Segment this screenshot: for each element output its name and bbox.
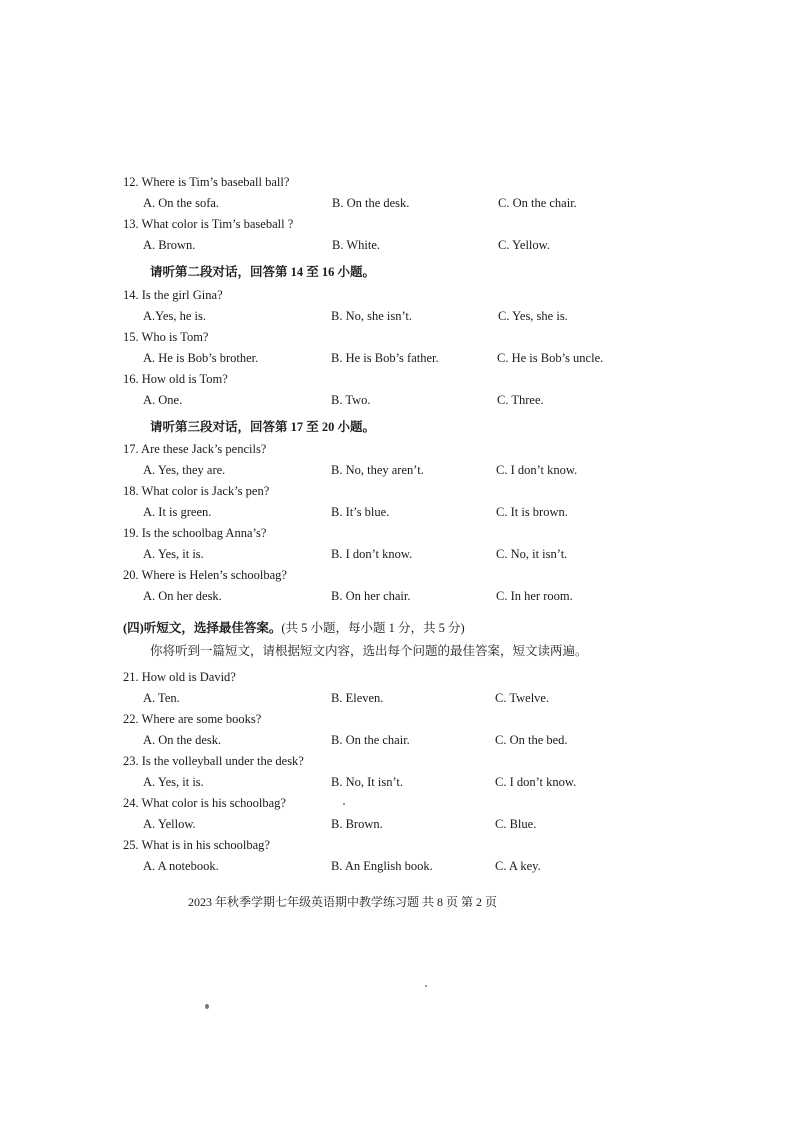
q14-option-b: B. No, she isn’t. [331,309,413,323]
question-12: 12. Where is Tim’s baseball ball? [123,175,290,189]
section-2-heading: 请听第二段对话，回答第 14 至 16 小题。 [150,265,376,279]
q13-option-a: A. Brown. [143,238,196,252]
q18-option-c: C. It is brown. [496,505,568,519]
scan-speck [425,985,427,987]
part-4-note: (共 5 小题，每小题 1 分，共 5 分) [281,621,465,635]
q25-option-a: A. A notebook. [143,859,219,873]
question-21: 21. How old is David? [123,670,236,684]
question-15: 15. Who is Tom? [123,330,209,344]
question-22: 22. Where are some books? [123,712,262,726]
question-20: 20. Where is Helen’s schoolbag? [123,568,287,582]
q21-option-a: A. Ten. [143,691,180,705]
q12-option-b: B. On the desk. [332,196,410,210]
q16-option-a: A. One. [143,393,183,407]
q22-option-b: B. On the chair. [331,733,410,747]
q22-option-c: C. On the bed. [495,733,568,747]
page-footer: 2023 年秋季学期七年级英语期中教学练习题 共 8 页 第 2 页 [188,895,498,909]
q25-option-c: C. A key. [495,859,541,873]
part-4-intro: 你将听到一篇短文，请根据短文内容，选出每个问题的最佳答案，短文读两遍。 [150,644,588,658]
q13-option-c: C. Yellow. [498,238,550,252]
q20-option-b: B. On her chair. [331,589,411,603]
question-17: 17. Are these Jack’s pencils? [123,442,267,456]
q21-option-b: B. Eleven. [331,691,384,705]
question-16: 16. How old is Tom? [123,372,228,386]
q14-option-c: C. Yes, she is. [498,309,568,323]
scan-speck [205,1004,209,1009]
q12-option-c: C. On the chair. [498,196,577,210]
question-13: 13. What color is Tim’s baseball ? [123,217,294,231]
q21-option-c: C. Twelve. [495,691,550,705]
q19-option-a: A. Yes, it is. [143,547,204,561]
q23-option-a: A. Yes, it is. [143,775,204,789]
q25-option-b: B. An English book. [331,859,433,873]
question-24: 24. What color is his schoolbag? [123,796,286,810]
section-3-heading: 请听第三段对话，回答第 17 至 20 小题。 [150,420,376,434]
scan-speck [343,803,345,805]
q20-option-a: A. On her desk. [143,589,222,603]
q16-option-c: C. Three. [497,393,544,407]
part-4-header [123,620,465,636]
q17-option-c: C. I don’t know. [496,463,578,477]
question-14: 14. Is the girl Gina? [123,288,223,302]
q18-option-a: A. It is green. [143,505,212,519]
q23-option-c: C. I don’t know. [495,775,577,789]
q14-option-a: A.Yes, he is. [143,309,206,323]
part-4-title: (四)听短文，选择最佳答案。 [123,621,282,635]
question-23: 23. Is the volleyball under the desk? [123,754,304,768]
q15-option-c: C. He is Bob’s uncle. [497,351,604,365]
q23-option-b: B. No, It isn’t. [331,775,403,789]
q24-option-a: A. Yellow. [143,817,196,831]
q20-option-c: C. In her room. [496,589,573,603]
question-18: 18. What color is Jack’s pen? [123,484,270,498]
q16-option-b: B. Two. [331,393,371,407]
q12-option-a: A. On the sofa. [143,196,220,210]
question-19: 19. Is the schoolbag Anna’s? [123,526,267,540]
q19-option-b: B. I don’t know. [331,547,413,561]
q15-option-b: B. He is Bob’s father. [331,351,439,365]
q13-option-b: B. White. [332,238,381,252]
q19-option-c: C. No, it isn’t. [496,547,568,561]
q22-option-a: A. On the desk. [143,733,222,747]
q24-option-c: C. Blue. [495,817,537,831]
q18-option-b: B. It’s blue. [331,505,390,519]
question-25: 25. What is in his schoolbag? [123,838,270,852]
q17-option-b: B. No, they aren’t. [331,463,424,477]
q17-option-a: A. Yes, they are. [143,463,226,477]
q15-option-a: A. He is Bob’s brother. [143,351,259,365]
q24-option-b: B. Brown. [331,817,383,831]
